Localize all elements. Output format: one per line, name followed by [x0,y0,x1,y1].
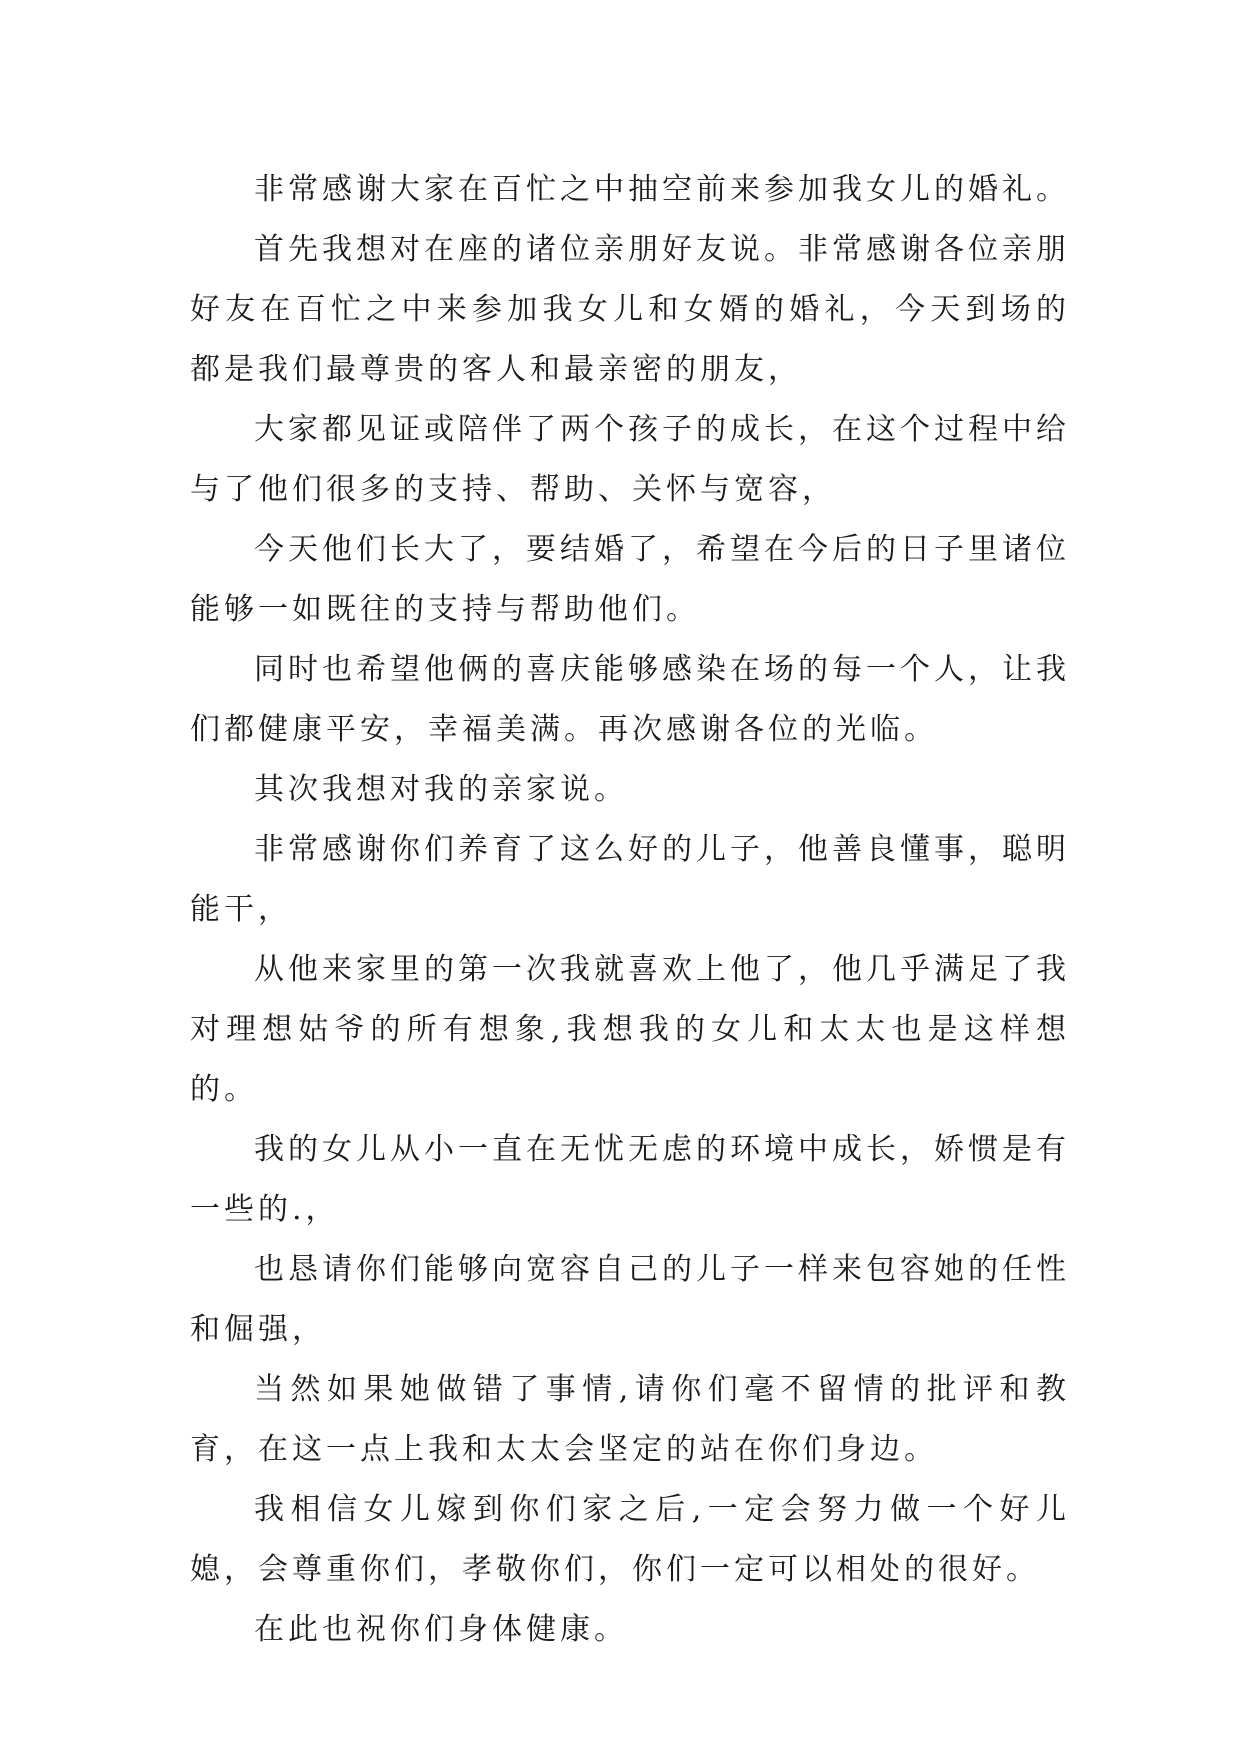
document-body [190,160,1070,1660]
paragraph: 我相信女儿嫁到你们家之后,一定会努力做一个好儿媳，会尊重你们，孝敬你们，你们一定可以相处的很好。 [190,1492,1070,1587]
paragraph: 首先我想对在座的诸位亲朋好友说。非常感谢各位亲朋好友在百忙之中来参加我女儿和女婿的婚礼，今天到场的都是我们最尊贵的客人和最亲密的朋友， [190,232,1070,387]
paragraph: 同时也希望他俩的喜庆能够感染在场的每一个人，让我们都健康平安，幸福美满。再次感谢各位的光临。 [190,652,1070,747]
paragraph: 大家都见证或陪伴了两个孩子的成长，在这个过程中给与了他们很多的支持、帮助、关怀与宽容， [190,412,1070,507]
paragraph: 在此也祝你们身体健康。 [254,1612,628,1647]
paragraph: 我的女儿从小一直在无忧无虑的环境中成长，娇惯是有一些的.， [190,1132,1070,1227]
paragraph: 非常感谢你们养育了这么好的儿子，他善良懂事，聪明能干， [190,832,1070,927]
paragraph: 当然如果她做错了事情,请你们毫不留情的批评和教育，在这一点上我和太太会坚定的站在你们身边。 [190,1372,1070,1467]
paragraph: 从他来家里的第一次我就喜欢上他了，他几乎满足了我对理想姑爷的所有想象,我想我的女儿和太太也是这样想的。 [190,952,1070,1107]
paragraph: 其次我想对我的亲家说。 [254,772,628,807]
paragraph: 今天他们长大了，要结婚了，希望在今后的日子里诸位能够一如既往的支持与帮助他们。 [190,532,1070,627]
paragraph: 也恳请你们能够向宽容自己的儿子一样来包容她的任性和倔强， [190,1252,1070,1347]
paragraph: 非常感谢大家在百忙之中抽空前来参加我女儿的婚礼。 [254,172,1070,207]
